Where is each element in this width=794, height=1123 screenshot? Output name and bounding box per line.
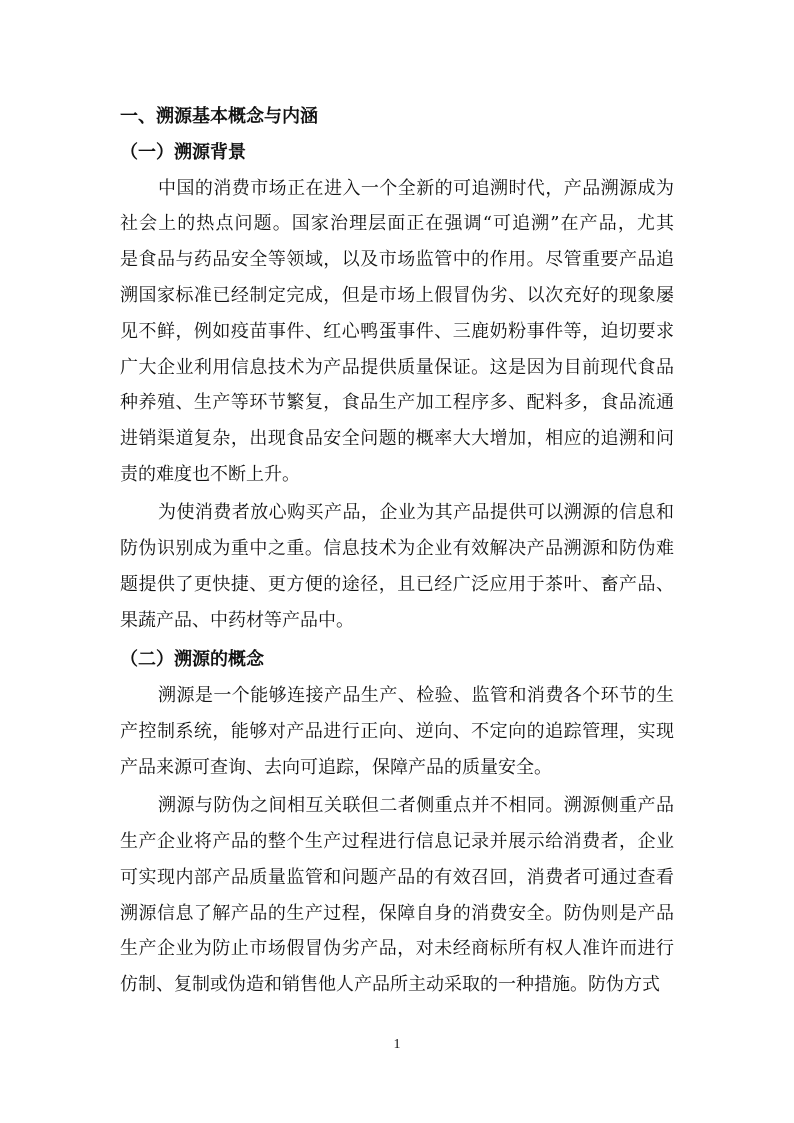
- page-number: 1: [393, 1037, 401, 1052]
- text-line: 仿制、复制或伪造和销售他人产品所主动采取的一种措施。防伪方式: [120, 974, 660, 996]
- text-line: 溯源信息了解产品的生产过程，保障自身的消费安全。防伪则是产品: [120, 902, 674, 924]
- text-line: 为使消费者放心购买产品，企业为其产品提供可以溯源的信息和: [158, 502, 674, 524]
- text-line: 防伪识别成为重中之重。信息技术为企业有效解决产品溯源和防伪难: [120, 538, 674, 560]
- paragraph: [120, 788, 674, 1003]
- text-line: 种养殖、生产等环节繁复，食品生产加工程序多、配料多，食品流通: [120, 392, 674, 414]
- document-title: 一、溯源基本概念与内涵: [120, 106, 318, 127]
- paragraph: [120, 678, 674, 785]
- text-line: 产品来源可查询、去向可追踪，保障产品的质量安全。: [120, 756, 552, 778]
- text-line: 生产企业为防止市场假冒伪劣产品，对未经商标所有权人准许而进行: [120, 938, 674, 960]
- text-line: 生产企业将产品的整个生产过程进行信息记录并展示给消费者，企业: [120, 830, 674, 852]
- text-line: 果蔬产品、中药材等产品中。: [120, 609, 354, 631]
- section: [120, 642, 674, 1002]
- section: [120, 135, 674, 639]
- text-line: 题提供了更快捷、更方便的途径，且已经广泛应用于茶叶、畜产品、: [120, 573, 674, 595]
- section-heading: （一）溯源背景: [120, 141, 246, 163]
- section-heading: （二）溯源的概念: [120, 649, 264, 671]
- paragraph: [120, 171, 674, 493]
- text-line: 责的难度也不断上升。: [120, 463, 300, 485]
- text-line: 进销渠道复杂，出现食品安全问题的概率大大增加，相应的追溯和问: [120, 428, 674, 450]
- text-line: 溯源与防伪之间相互关联但二者侧重点并不相同。溯源侧重产品: [158, 795, 674, 817]
- text-line: 广大企业利用信息技术为产品提供质量保证。这是因为目前现代食品: [120, 356, 674, 378]
- text-line: 见不鲜，例如疫苗事件、红心鸭蛋事件、三鹿奶粉事件等，迫切要求: [120, 320, 674, 342]
- text-line: 产控制系统，能够对产品进行正向、逆向、不定向的追踪管理，实现: [120, 721, 674, 743]
- text-line: 是食品与药品安全等领域，以及市场监管中的作用。尽管重要产品追: [120, 249, 674, 271]
- paragraph: [120, 495, 674, 638]
- text-line: 溯源是一个能够连接产品生产、检验、监管和消费各个环节的生: [158, 685, 674, 707]
- text-line: 社会上的热点问题。国家治理层面正在强调“可追溯”在产品，尤其: [120, 213, 674, 235]
- text-line: 可实现内部产品质量监管和问题产品的有效召回，消费者可通过查看: [120, 866, 674, 888]
- text-line: 溯国家标准已经制定完成，但是市场上假冒伪劣、以次充好的现象屡: [120, 284, 674, 306]
- text-line: 中国的消费市场正在进入一个全新的可追溯时代，产品溯源成为: [158, 177, 674, 199]
- document-body: [120, 99, 674, 1003]
